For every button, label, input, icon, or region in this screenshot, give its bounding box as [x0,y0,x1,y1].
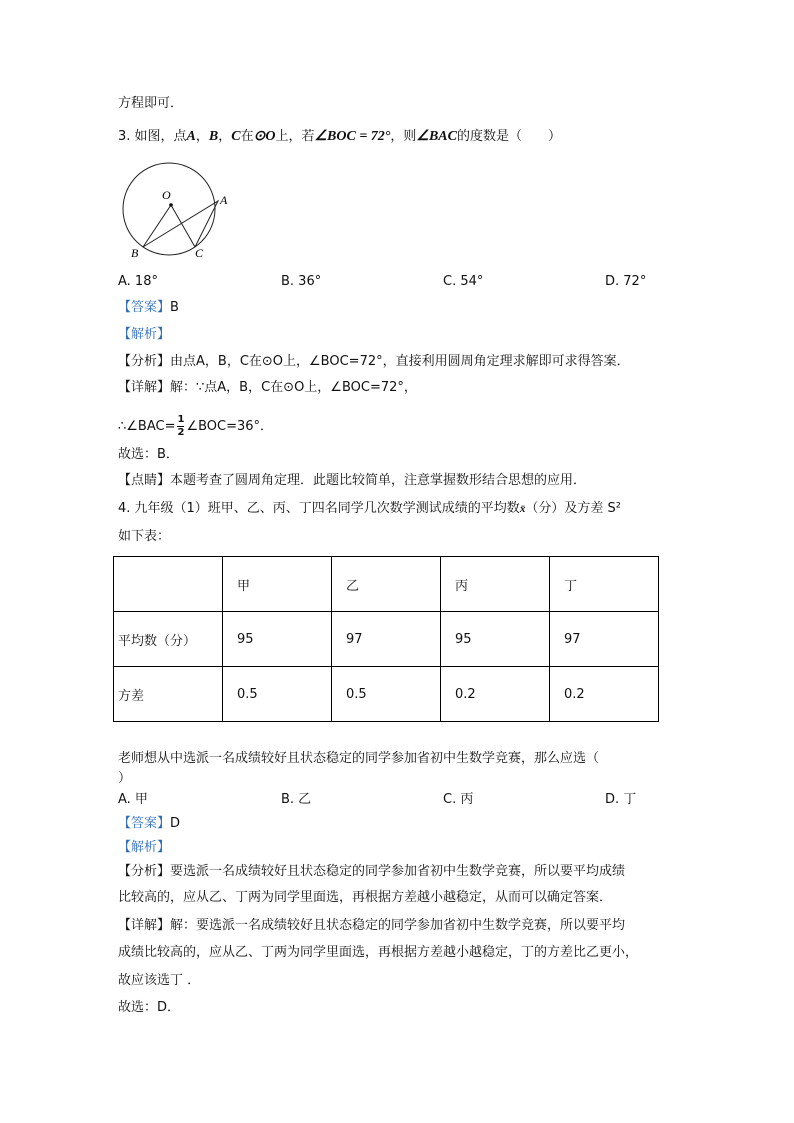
answer-tag: 【答案】 [118,300,171,315]
text: ∠BOC=36°． [186,419,274,434]
tag: 【点睛】 [118,473,171,488]
table-row [114,557,659,612]
circle [123,163,215,255]
sep: ， [195,129,209,144]
label-o: O [162,188,171,202]
q3-xiangjie [118,380,417,396]
tag: 【详解】 [118,918,171,933]
cell: 95 [223,612,332,667]
cell: 97 [550,612,659,667]
q3-option-d: D. 72° [605,274,647,289]
q4-stem [118,501,621,517]
q3-option-a: A. 18° [118,274,158,289]
answer-value: D [170,816,181,831]
answer-value: B [170,300,179,315]
q4-option-d: D. 丁 [605,792,637,807]
text: 解：∵点A，B，C在⊙O上，∠BOC=72°， [170,380,417,395]
q4-option-a: A. 甲 [118,792,148,807]
cell: 平均数（分） [114,612,223,667]
q3-dianjing [118,473,586,489]
label-c: C [195,246,204,260]
cell: 丁 [550,557,659,612]
tag: 【详解】 [118,380,171,395]
q3-prefix: 3. 如图，点 [118,129,187,144]
table-row [114,612,659,667]
text: 本题考查了圆周角定理．此题比较简单，注意掌握数形结合思想的应用． [170,473,587,488]
denominator: 2 [177,427,185,438]
q3-stem [118,129,561,145]
chords [143,201,218,247]
cell: 97 [332,612,441,667]
prev-text: 方程即可． [118,96,184,111]
q4-after-1: 老师想从中选派一名成绩较好且状态稳定的同学参加省初中生数学竞赛，那么应选（ [118,751,600,766]
math-xbar: x̄ [519,503,526,515]
text: 由点A，B，C在⊙O上，∠BOC=72°，直接利用圆周角定理求解即可求得答案． [170,354,630,369]
q4-after-2: ） [118,771,132,786]
cell: 0.2 [441,667,550,722]
cell: 0.5 [332,667,441,722]
q3-option-b: B. 36° [281,274,322,289]
math-b: B [208,129,219,144]
q3-suffix: 的度数是（ ） [457,129,562,144]
text: 解：要选派一名成绩较好且状态稳定的同学参加省初中生数学竞赛，所以要平均 [170,918,626,933]
math-c: C [231,129,241,144]
q4-option-b: B. 乙 [281,792,312,807]
tag: 【分析】 [118,864,171,879]
q3-choose: 故选：B． [118,447,179,462]
cell [114,557,223,612]
q3-analysis-tag: 【解析】 [118,327,171,342]
math-target: ∠BAC [416,129,457,144]
math-a: A [186,129,196,144]
text: ∴∠BAC= [118,419,176,434]
cell: 95 [441,612,550,667]
q3-mid3: ，则 [390,129,417,144]
q4-fenxi-2: 比较高的，应从乙、丁两为同学里面选，再根据方差越小越稳定，从而可以确定答案． [118,890,613,905]
fraction [177,414,184,439]
q3-mid: 在 [240,129,254,144]
table-row [114,667,659,722]
text: 要选派一名成绩较好且状态稳定的同学参加省初中生数学竞赛，所以要平均成绩 [170,864,626,879]
q4-option-c: C. 丙 [443,792,474,807]
radii [143,205,195,247]
tag: 【分析】 [118,354,171,369]
label-b: B [131,246,139,260]
q4-xiangjie-2: 成绩比较高的，应从乙、丁两为同学里面选，再根据方差越小越稳定，丁的方差比乙更小， [118,945,639,960]
cell: 0.5 [223,667,332,722]
q3-mid2: 上，若 [275,129,315,144]
circle-figure [115,155,240,263]
cell: 乙 [332,557,441,612]
cell: 丙 [441,557,550,612]
cell: 方差 [114,667,223,722]
q4-xiangjie [118,918,625,934]
q4-analysis-tag: 【解析】 [118,840,171,855]
q3-xiangjie-2 [118,414,273,439]
text: （分）及方差 S² [525,501,621,516]
text: 4. 九年级（1）班甲、乙、丙、丁四名同学几次数学测试成绩的平均数 [118,501,520,516]
cell: 0.2 [550,667,659,722]
q4-xiangjie-3: 故应该选丁 ． [118,973,201,988]
cell: 甲 [223,557,332,612]
q4-answer [118,816,180,832]
answer-tag: 【答案】 [118,816,171,831]
math-circle: ⊙O [253,129,276,144]
q4-stem-2: 如下表： [118,529,171,544]
q3-option-c: C. 54° [443,274,484,289]
score-table [113,556,659,722]
q3-fenxi [118,354,630,370]
label-a: A [220,193,228,207]
q4-choose: 故选：D． [118,1000,181,1015]
math-cond: ∠BOC = 72° [314,129,391,144]
q4-fenxi [118,864,625,880]
q3-answer [118,300,179,316]
sep: ， [218,129,232,144]
numerator: 1 [177,414,185,425]
